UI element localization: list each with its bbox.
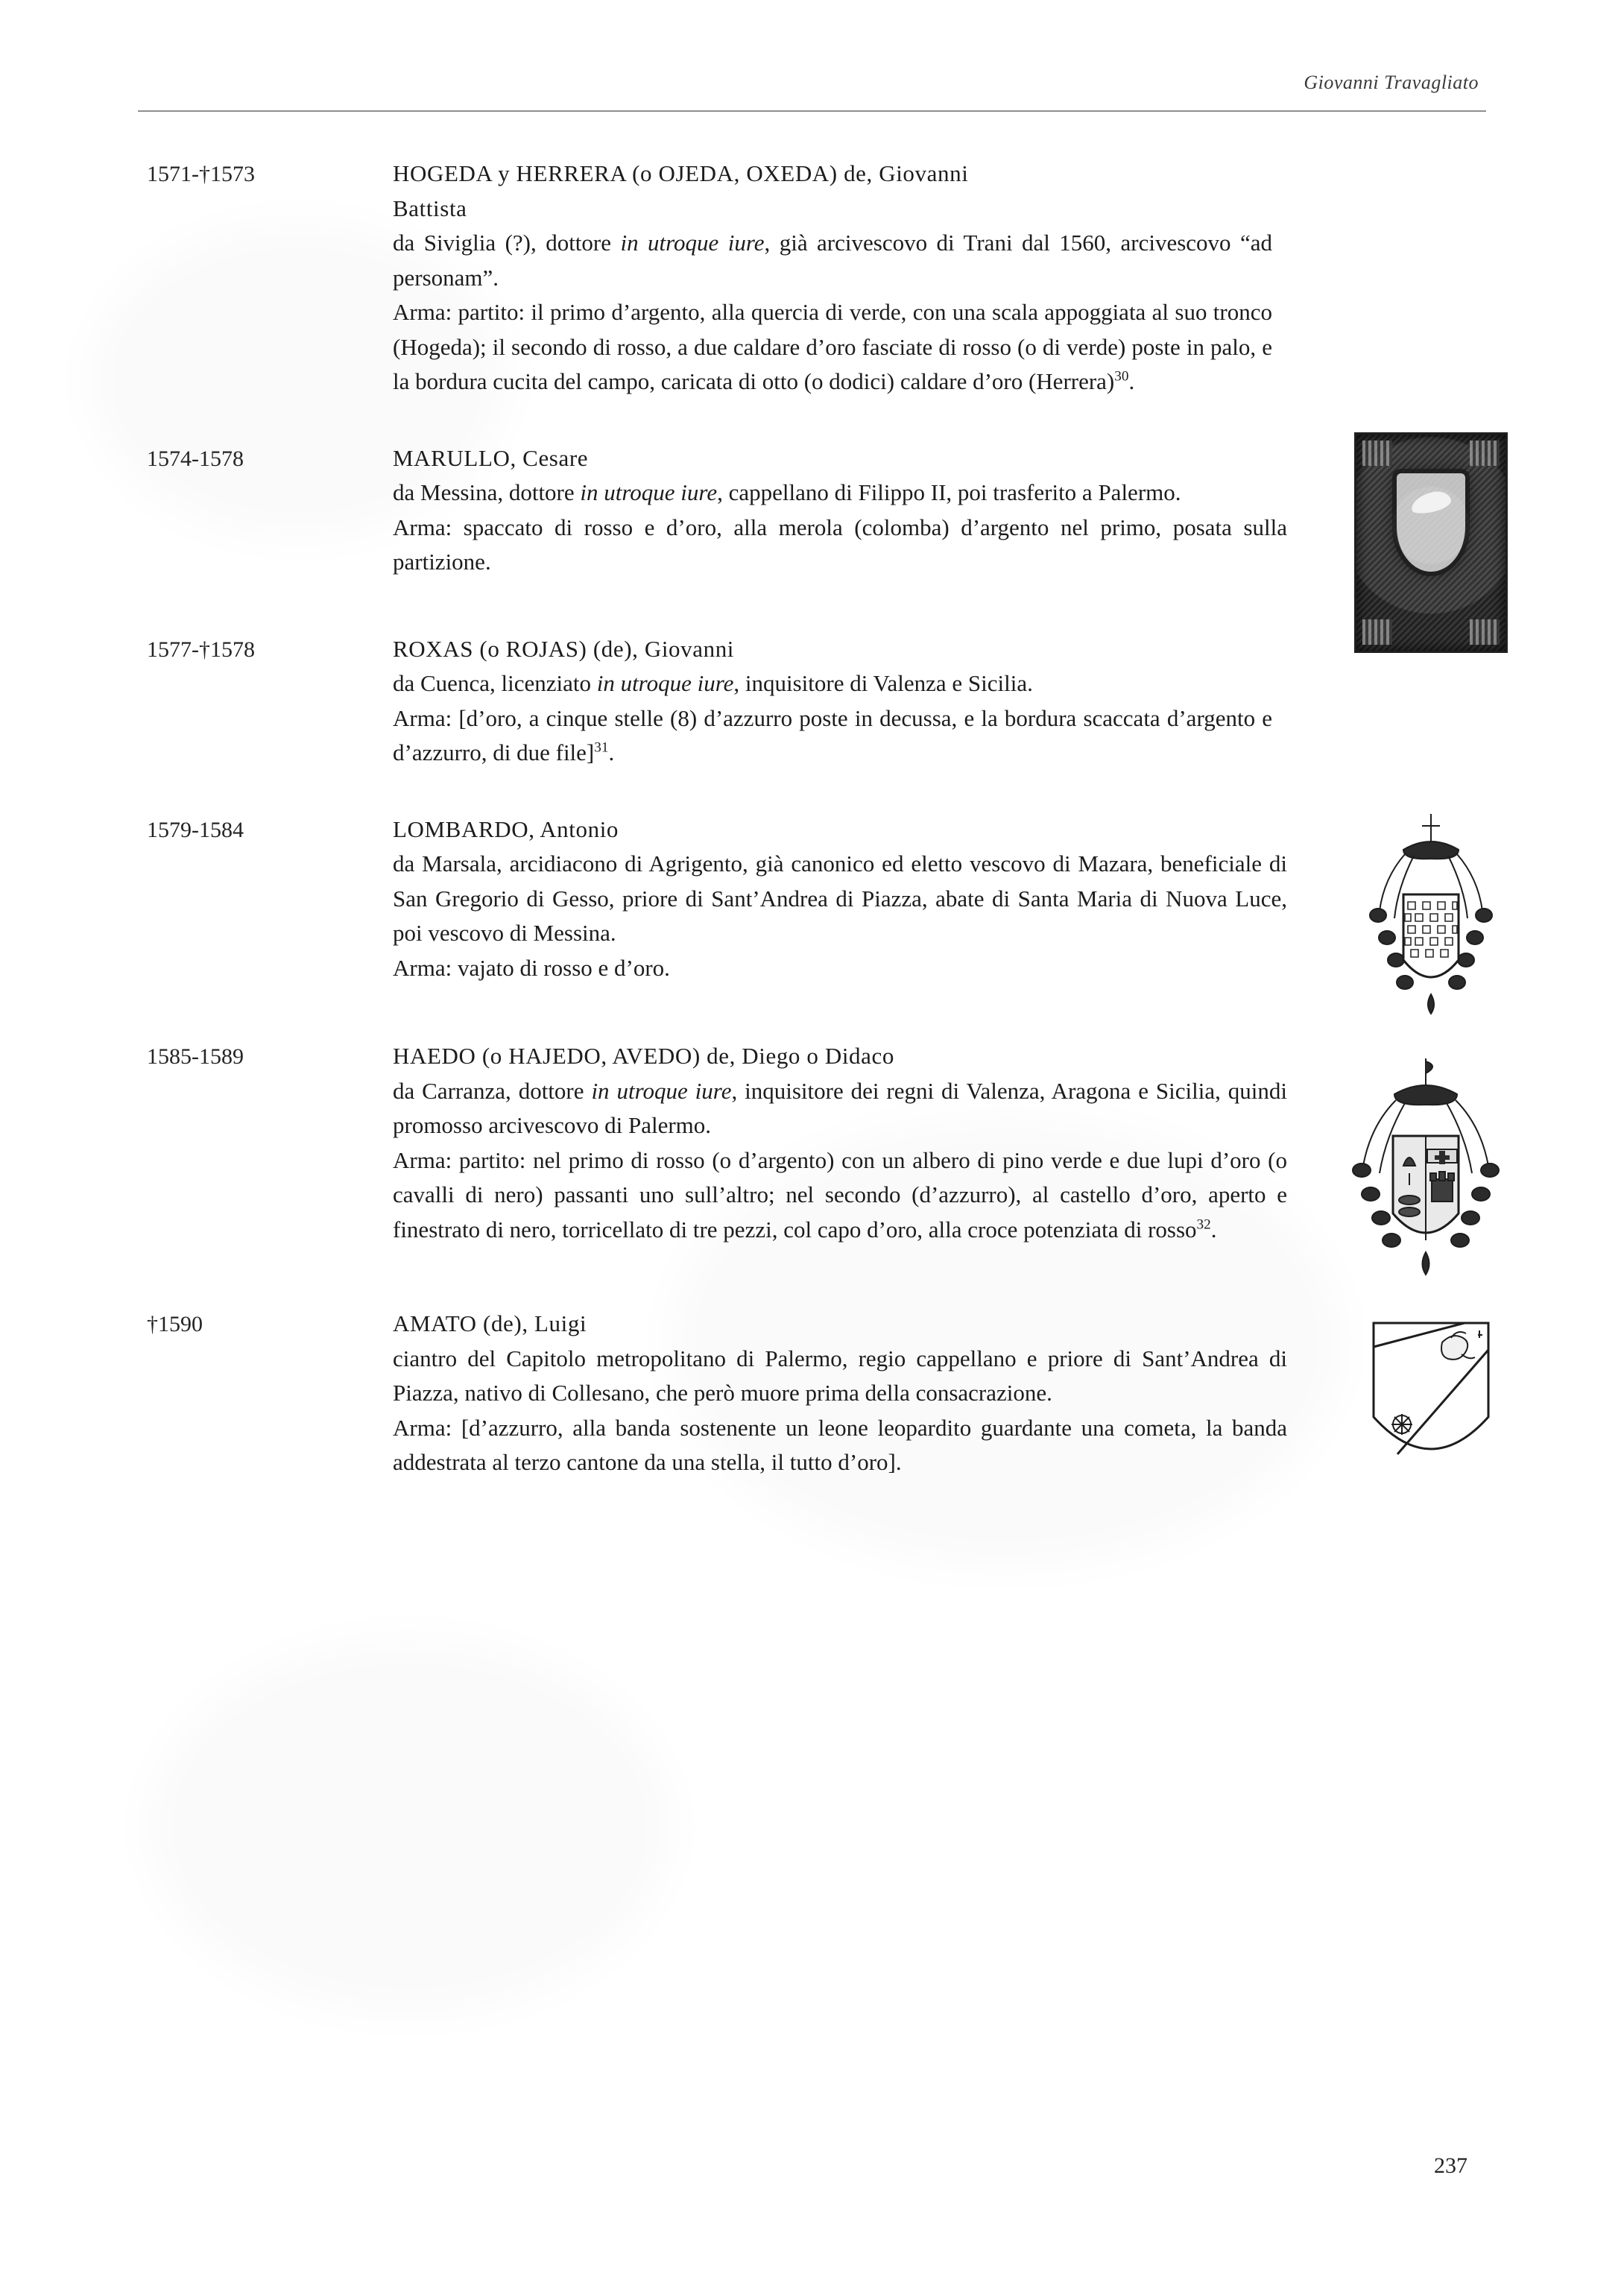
page-content [138, 157, 1487, 1522]
entry-date: 1574-1578 [147, 446, 244, 471]
lombardo-arms-drawing [1345, 806, 1517, 1030]
entry-date: 1577-†1578 [147, 637, 255, 662]
entry-hogeda [138, 157, 1487, 400]
entry-body [393, 157, 1272, 400]
amato-arms [1353, 1313, 1509, 1499]
entry-text: da Carranza, dottore in utroque iure, inquisitore dei regni di Valenza, Aragona e Sicilia, quindi promosso arcivescovo di Palermo. [393, 1077, 1287, 1138]
footnote-marker: 30 [1114, 368, 1129, 385]
entry-date: 1585-1589 [147, 1044, 244, 1069]
entry-roxas [138, 632, 1487, 771]
entry-name: LOMBARDO, Antonio [393, 815, 619, 842]
marullo-arms [1354, 432, 1508, 653]
entry-text: ciantro del Capitolo metropolitano di Palermo, regio cappellano e priore di Sant’Andrea di Piazza, nativo di Collesano, che però muore prima della consacrazione. [393, 1345, 1287, 1406]
entry-arms-description: Arma: [d’azzurro, alla banda sostenente un leone leopardito guardante una cometa, la banda addestrata al terzo cantone da una stella, il tutto d’oro]. [393, 1414, 1287, 1475]
entry-arms-description: Arma: partito: il primo d’argento, alla quercia di verde, con una scala appoggiata al suo tronco (Hogeda); il secondo di rosso, a due caldare d’oro fasciate di rosso (o di verde) poste in palo, e la bordura cucita del campo, caricata di otto (o dodici) caldare d’oro (Herrera)$^{30}$. [393, 299, 1272, 394]
entry-date: 1579-1584 [147, 817, 244, 842]
entry-body [393, 1307, 1287, 1480]
entry-arms-description: Arma: spaccato di rosso e d’oro, alla merola (colomba) d’argento nel primo, posata sulla partizione. [393, 514, 1287, 575]
entry-body [393, 632, 1272, 771]
footnote-marker: 32 [1196, 1216, 1211, 1233]
entry-name: AMATO (de), Luigi [393, 1310, 587, 1336]
arms-shield [1397, 473, 1465, 572]
entry-text: da Siviglia (?), dottore in utroque iure, già arcivescovo di Trani dal 1560, arcivescovo “ad personam”. [393, 230, 1272, 291]
lombardo-arms [1345, 806, 1517, 1030]
arms-ornament [1470, 441, 1500, 466]
entry-marullo [138, 441, 1487, 580]
entry-text: da Marsala, arcidiacono di Agrigento, già canonico ed eletto vescovo di Mazara, beneficiale di San Gregorio di Gesso, priore di Sant’Andrea di Piazza, abate di Santa Maria di Nuova Luce, poi vescovo di Messina. [393, 850, 1287, 946]
entry-body [393, 1039, 1287, 1247]
entry-body [393, 441, 1287, 580]
entry-haedo [138, 1039, 1487, 1247]
entry-arms-description: Arma: vajato di rosso e d’oro. [393, 954, 670, 981]
haedo-arms-drawing [1330, 1054, 1517, 1285]
entry-arms-description: Arma: [d’oro, a cinque stelle (8) d’azzurro poste in decussa, e la bordura scaccata d’argento e d’azzurro, di due file]$^{31}$. [393, 704, 1272, 765]
haedo-arms [1330, 1054, 1517, 1285]
entry-name: HAEDO (o HAJEDO, AVEDO) de, Diego o Didaco [393, 1043, 894, 1069]
amato-arms-drawing [1353, 1313, 1509, 1499]
entry-name: HOGEDA y HERRERA (o OJEDA, OXEDA) de, Giovanni [393, 160, 969, 186]
entry-amato [138, 1307, 1487, 1480]
entry-date: 1571-†1573 [147, 162, 255, 186]
entry-text: da Messina, dottore in utroque iure, cappellano di Filippo II, poi trasferito a Palermo. [393, 479, 1181, 505]
entry-name: MARULLO, Cesare [393, 444, 589, 471]
page-number: 237 [1434, 2153, 1467, 2178]
entry-text: da Cuenca, licenziato in utroque iure, inquisitore di Valenza e Sicilia. [393, 670, 1033, 696]
entry-lombardo [138, 812, 1487, 986]
footnote-marker: 31 [594, 739, 609, 756]
arms-ornament [1362, 441, 1392, 466]
entry-name: ROXAS (o ROJAS) (de), Giovanni [393, 635, 735, 662]
running-head: Giovanni Travagliato [1304, 72, 1479, 93]
scan-blotch [149, 1640, 671, 2012]
entry-date: †1590 [147, 1312, 203, 1336]
entry-arms-description: Arma: partito: nel primo di rosso (o d’argento) con un albero di pino verde e due lupi d’oro (o cavalli di nero) passanti uno sull’altro; nel secondo (d’azzurro), al castello d’oro, aperto e finestrato di nero, torricellato di tre pezzi, col capo d’oro, alla croce potenziata di rosso$^{32}$. [393, 1146, 1287, 1243]
entry-body [393, 812, 1287, 986]
entry-name-continued: Battista [393, 195, 467, 221]
header-divider [138, 110, 1486, 112]
